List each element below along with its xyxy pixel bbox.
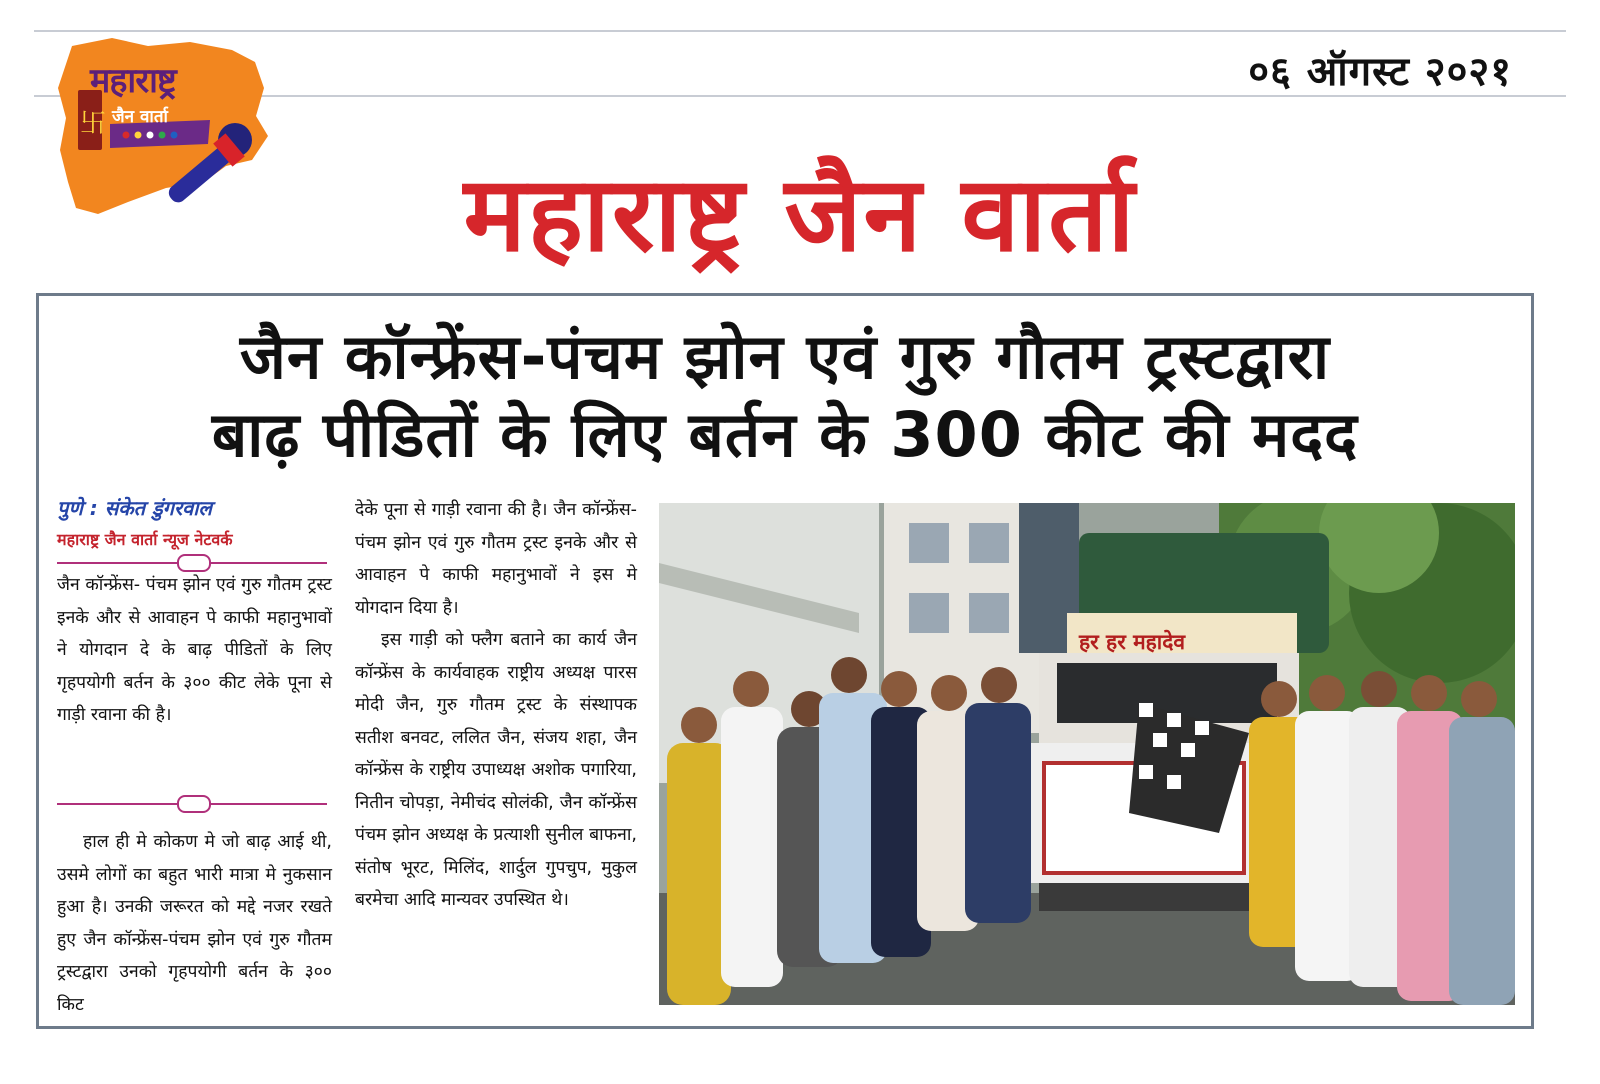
news-network: महाराष्ट्र जैन वार्ता न्यूज नेटवर्क	[57, 530, 233, 549]
headline-line-2: बाढ़ पीडितों के लिए बर्तन के 300 कीट की मदद	[211, 398, 1359, 471]
paragraph: हाल ही मे कोकण मे जो बाढ़ आई थी, उसमे लोगों का बहुत भारी मात्रा मे नुकसान हुआ है। उनकी जरूरत को मद्दे नजर रखते हुए जैन कॉन्फ्रेंस-पंचम झोन एवं गुरु गौतम ट्रस्टद्वारा उनको गृहपयोगी बर्तन के ३०० किट	[57, 832, 332, 1015]
separator-ornament	[177, 795, 211, 813]
headline-line-1: जैन कॉन्फ्रेंस-पंचम झोन एवं गुरु गौतम ट्रस्टद्वारा	[239, 320, 1331, 393]
logo-subtitle: जैन वार्ता	[112, 107, 168, 127]
separator	[57, 562, 327, 564]
masthead-title: महाराष्ट्र जैन वार्ता	[463, 153, 1137, 275]
svg-text:卐: 卐	[80, 109, 107, 139]
separator	[57, 803, 327, 805]
column-1-intro	[57, 569, 332, 732]
article-box	[36, 293, 1534, 1029]
news-photo	[659, 503, 1515, 1005]
column-2	[355, 494, 637, 917]
byline: पुणे : संकेत डुंगरवाल	[57, 496, 212, 520]
logo-title: महाराष्ट्र	[90, 61, 176, 101]
column-1-body	[57, 826, 332, 1021]
paragraph: इस गाड़ी को फ्लैग बताने का कार्य जैन कॉन्फ्रेंस के कार्यवाहक राष्ट्रीय अध्यक्ष पारस मोदी जैन, गुरु गौतम ट्रस्ट के संस्थापक सतीश बनवट, ललित जैन, संजय शहा, जैन कॉन्फ्रेंस के राष्ट्रीय उपाध्यक्ष अशोक पगारिया, नितीन चोपड़ा, नेमीचंद सोलंकी, जैन कॉन्फ्रेंस पंचम झोन अध्यक्ष के प्रत्याशी सुनील बाफना, संतोष भूरट, मिलिंद, शार्दुल गुपचुप, मुकुल बरमेचा आदि मान्यवर उपस्थित थे।	[355, 630, 637, 910]
issue-date: ०६ ऑगस्ट २०२१	[1248, 49, 1512, 95]
truck-sign: हर हर महादेव	[1079, 630, 1186, 654]
paragraph: देके पूना से गाड़ी रवाना की है। जैन कॉन्फ्रेंस- पंचम झोन एवं गुरु गौतम ट्रस्ट इनके और से आवाहन पे काफी महानुभावों ने इस मे योगदान दिया है।	[355, 500, 637, 618]
flag-off-photo	[659, 503, 1515, 1005]
paragraph: जैन कॉन्फ्रेंस- पंचम झोन एवं गुरु गौतम ट्रस्ट इनके और से आवाहन पे काफी महानुभावों ने योगदान दे के बाढ़ पीडितों के लिए गृहपयोगी बर्तन के ३०० कीट लेके पूना से गाड़ी रवाना की है।	[57, 575, 332, 725]
